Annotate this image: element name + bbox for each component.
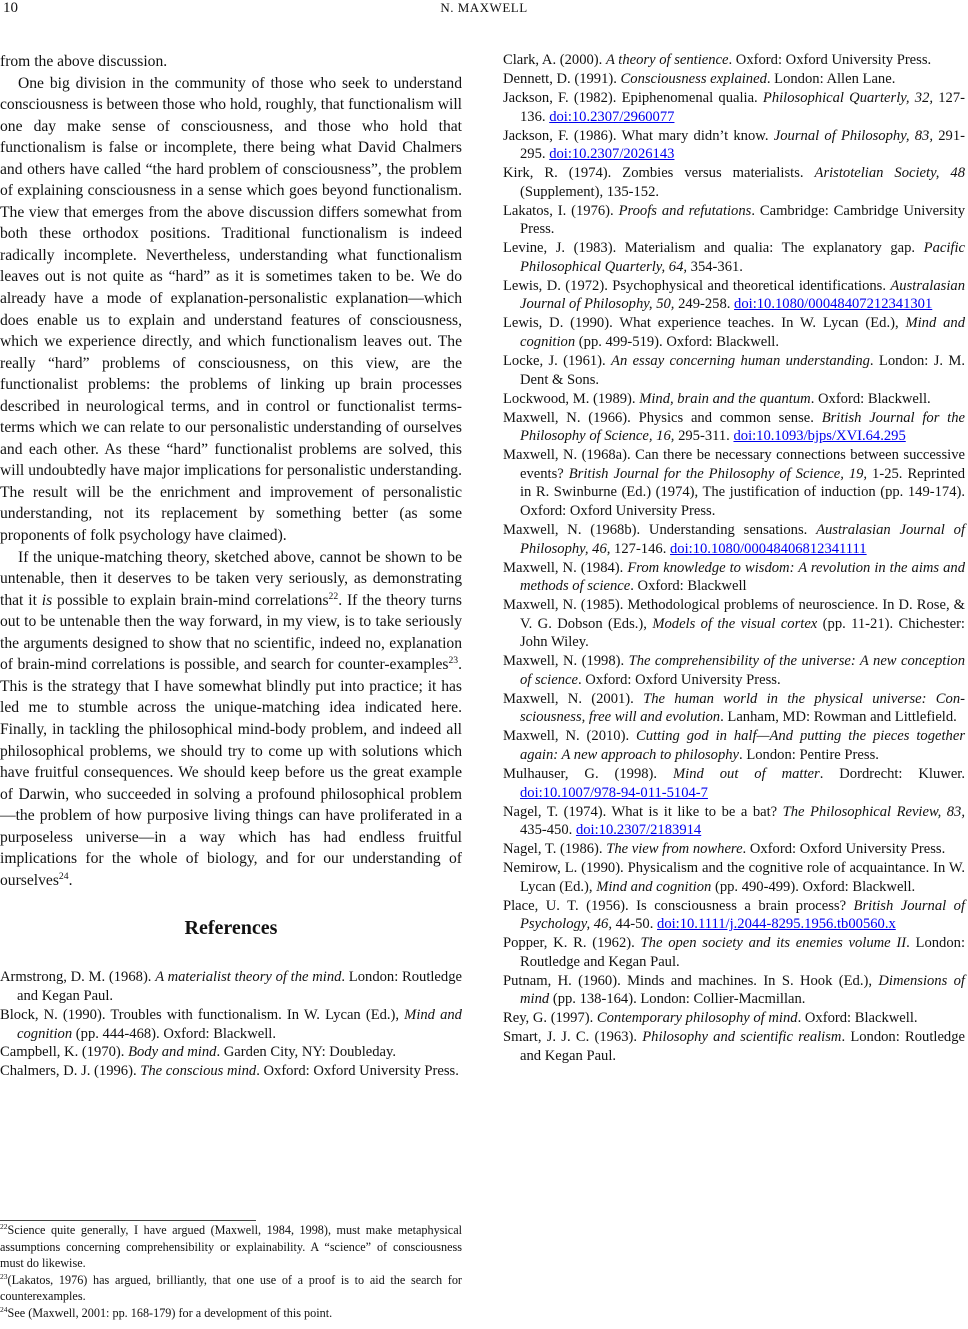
footnotes	[0, 1222, 462, 1322]
doi-link[interactable]: doi:10.2307/2960077	[549, 108, 675, 125]
reference-text: Jackson, F. (1986). What mary didn’t know.	[503, 127, 774, 144]
reference-entry	[503, 352, 965, 389]
reference-entry	[503, 652, 965, 689]
reference-text: Nagel, T. (1974). What is it like to be a bat?	[503, 803, 783, 820]
left-column	[0, 51, 462, 1081]
reference-text: 1-25. Reprinted in R. Swinburne (Ed.) (1974), The justification of induction (pp. 149-174). Oxford: Oxford University Press.	[520, 465, 965, 519]
reference-text: Mulhauser, G. (1998).	[503, 765, 673, 782]
paragraph-3-text-c: . If the theory turns out to be untenable then the way forward, in my view, is to take seriously the arguments designed to show that no scientific, indeed no, explanation of brain-mind correlations is possible, and search for counter-examples	[0, 591, 462, 674]
reference-text: Maxwell, N. (1985). Methodological problems of neuroscience. In D. Rose, & V. G. Dobson (Eds.),	[503, 597, 965, 632]
reference-entry	[503, 972, 965, 1009]
paragraph-3-text-b: possible to explain brain-mind correlations	[52, 591, 329, 609]
reference-text: . Oxford: Blackwell.	[797, 1010, 918, 1027]
reference-entry	[503, 1009, 965, 1028]
reference-text: Maxwell, N. (1998).	[503, 653, 629, 670]
reference-text: 435-450.	[520, 822, 576, 839]
reference-text: Rey, G. (1997).	[503, 1010, 597, 1027]
reference-entry	[0, 1062, 462, 1081]
paragraph-3	[0, 547, 462, 892]
reference-title: Australasian Journal of Philosophy, 46,	[520, 521, 966, 557]
reference-title: Pacific Philosophical Quarterly, 64,	[520, 240, 965, 275]
reference-text: . Oxford: Blackwell	[630, 578, 747, 595]
reference-entry	[503, 446, 965, 520]
footnote-number: 22	[0, 1221, 8, 1231]
reference-text: Jackson, F. (1982). Epiphenomenal qualia.	[503, 89, 763, 106]
footnote-text: Science quite generally, I have argued (Maxwell, 1984, 1998), must make metaphysical assumptions concerning comprehensibility or explainability. A “science” of consciousness must do likewise.	[0, 1223, 462, 1271]
reference-text: . Garden City, NY: Doubleday.	[216, 1044, 397, 1061]
reference-text: . Lanham, MD: Rowman and Littlefield.	[720, 709, 957, 726]
reference-title: Aristotelian Society, 48	[814, 165, 965, 182]
reference-entry	[503, 314, 965, 351]
reference-entry	[503, 277, 965, 314]
reference-title: A theory of sentience	[605, 52, 729, 68]
reference-text: Levine, J. (1983). Materialism and qualia: The explanatory gap.	[503, 240, 924, 257]
reference-text: Place, U. T. (1956). Is consciousness a brain process?	[503, 897, 854, 914]
reference-text: (pp. 11-21). Chichester: John Wiley.	[520, 615, 965, 651]
reference-text: Clark, A. (2000).	[503, 52, 606, 68]
paragraph-2: One big division in the community of those who seek to understand consciousness is between those who hold, roughly, that functionalism will one day make sense of consciousness, and those who hold that functionalism is false or incomplete, there being what David Chalmers and others have called “the hard problem of consciousness”, the problem of explaining consciousness in a sense which goes beyond functionalism. The view that emerges from the above discussion differs somewhat from both these orthodox positions. Traditional functionalism is indeed radically incomplete. Nevertheless, understanding what functionalism leaves out is not quite as “hard” as it is sometimes taken to be. We do already have a mode of explanation-personalistic explanation—which does enable us to explain and understand features of consciousness, which we experience directly, and which functionalism leaves out. The really “hard” problems of consciousness, on this view, are the functionalist problems: the problems of linking up brain processes described in neurological terms, and in control or functionalist terms-terms which we can relate to our personalistic understanding of ourselves and each other. As these “hard” functionalist problems are solved, this will undoubtedly have major implications for personalistic understanding. The result will be the enrichment and improvement of personalistic understanding, not its replacement by something better (as some proponents of folk psychology have claimed).	[0, 74, 462, 545]
reference-title: From knowledge to wisdom: A revolution in the aims and methods of science	[520, 559, 965, 595]
doi-link[interactable]: doi:10.1080/00048407212341301	[734, 296, 933, 313]
reference-text: Nemirow, L. (1990). Physicalism and the cognitive role of acquaintance. In W. Lycan (Ed.),	[503, 860, 965, 895]
footnote-number: 23	[0, 1271, 8, 1281]
reference-text: Lockwood, M. (1989).	[503, 390, 640, 407]
references-heading: References	[184, 917, 278, 940]
reference-title: The open society and its enemies volume II	[640, 935, 907, 952]
reference-text: Maxwell, N. (2001).	[503, 690, 644, 707]
footnote-22	[0, 1222, 462, 1272]
reference-entry	[503, 690, 965, 727]
reference-text: (pp. 499-519). Oxford: Blackwell.	[575, 334, 780, 351]
reference-text: Chalmers, D. J. (1996).	[0, 1063, 141, 1080]
reference-text: 44-50.	[612, 916, 658, 933]
reference-text: Locke, J. (1961).	[503, 353, 612, 370]
footnote-ref-22[interactable]: 22	[328, 590, 339, 602]
reference-title: Australasian Journal of Philosophy, 50,	[520, 277, 965, 313]
reference-title: Journal of Philosophy, 83,	[773, 127, 933, 144]
reference-title: The comprehensibility of the universe: A new conception of science	[520, 653, 965, 688]
reference-text: Armstrong, D. M. (1968).	[0, 969, 156, 986]
reference-text: . Cambridge: Cambridge University Press.	[520, 202, 965, 238]
reference-title: The conscious mind	[140, 1063, 257, 1080]
reference-entry	[503, 1028, 965, 1065]
reference-text: . Dordrecht: Kluwer.	[819, 765, 966, 782]
footnote-23	[0, 1272, 462, 1305]
doi-link[interactable]: doi:10.1080/00048406812341111	[670, 540, 867, 557]
references-list-left	[0, 968, 462, 1081]
reference-text: Block, N. (1990). Troubles with functionalism. In W. Lycan (Ed.),	[0, 1006, 405, 1023]
reference-text: Maxwell, N. (2010).	[503, 728, 637, 745]
reference-entry	[503, 70, 965, 89]
reference-text: Maxwell, N. (1968b). Understanding sensations.	[503, 521, 817, 538]
reference-text: . London: Allen Lane.	[766, 70, 896, 87]
running-head: N. MAXWELL	[440, 0, 528, 15]
paragraph-3-emphasis: is	[41, 591, 53, 609]
reference-title: British Journal for the Philosophy of Science, 19,	[568, 465, 868, 482]
reference-entry	[503, 390, 965, 409]
reference-text: 291-295.	[520, 127, 965, 163]
reference-entry	[503, 521, 965, 558]
reference-text: 354-361.	[687, 258, 743, 275]
reference-entry	[503, 409, 965, 446]
reference-title: Mind and cognition	[17, 1006, 462, 1042]
right-column	[503, 51, 965, 1066]
reference-entry	[503, 596, 965, 652]
reference-title: Models of the visual cortex	[652, 615, 818, 632]
reference-title: Philosophical Quarterly, 32,	[762, 89, 934, 106]
reference-title: Contemporary philosophy of mind	[596, 1010, 798, 1027]
reference-title: Body and mind	[128, 1044, 217, 1061]
reference-entry	[503, 127, 965, 164]
paragraph-3-text-e: .	[68, 871, 73, 889]
reference-title: British Journal of Psychology, 46,	[520, 897, 966, 933]
reference-text: 127-136.	[520, 89, 965, 125]
doi-link[interactable]: doi:10.1093/bjps/XVI.64.295	[733, 428, 906, 445]
reference-text: 127-146.	[610, 540, 670, 557]
reference-text: Nagel, T. (1986).	[503, 841, 607, 858]
reference-entry	[503, 559, 965, 596]
reference-title: British Journal for the Philosophy of Science, 16,	[520, 409, 965, 445]
footnote-24	[0, 1305, 462, 1322]
footnote-ref-23[interactable]: 23	[448, 655, 459, 667]
reference-text: 249-258.	[674, 296, 735, 313]
reference-title: Philosophy and scientific realism	[642, 1029, 842, 1046]
reference-text: . Oxford: Oxford University Press.	[728, 52, 932, 68]
doi-link[interactable]: doi:10.2307/2026143	[549, 146, 675, 163]
reference-title: An essay concerning human understanding	[611, 353, 870, 370]
reference-entry	[503, 934, 965, 971]
doi-link[interactable]: doi:10.1007/978-94-011-5104-7	[520, 784, 708, 801]
reference-text: Dennett, D. (1991).	[503, 70, 621, 87]
reference-text: (pp. 138-164). London: Collier-Macmillan.	[549, 991, 806, 1008]
doi-link[interactable]: doi:10.2307/2183914	[575, 822, 702, 839]
reference-title: Mind and cognition	[596, 878, 712, 895]
reference-entry	[503, 840, 965, 859]
reference-title: The Philosophical Review, 83,	[782, 803, 965, 820]
reference-text: Putnam, H. (1960). Minds and machines. In S. Hook (Ed.),	[503, 972, 879, 989]
paragraph-3-text-a: If the unique-matching theory, sketched above, cannot be shown to be untenable, then it deserves to be taken very seriously, as demonstrating that it	[0, 548, 462, 609]
reference-text: Popper, K. R. (1962).	[503, 935, 641, 952]
reference-entry	[503, 897, 965, 934]
reference-title: Consciousness explained	[620, 70, 767, 87]
reference-entry	[0, 1043, 462, 1062]
reference-text: . London: J. M. Dent & Sons.	[520, 353, 965, 388]
reference-text: Lakatos, I. (1976).	[503, 202, 619, 219]
reference-title: Mind and cognition	[520, 315, 965, 351]
reference-entry	[503, 164, 965, 201]
reference-entry	[503, 859, 965, 896]
reference-text: . London: Routledge and Kegan Paul.	[520, 935, 965, 970]
reference-entry	[503, 51, 965, 70]
reference-title: The human world in the physical universe: Consciousness, free will and evolution	[520, 690, 965, 726]
reference-entry	[503, 239, 965, 276]
reference-title: Dimensions of mind	[520, 972, 965, 1008]
body-text	[0, 51, 462, 891]
doi-link[interactable]: doi:10.1111/j.2044-8295.1956.tb00560.x	[657, 916, 896, 933]
reference-entry	[503, 727, 965, 764]
reference-title: Cutting god in half—And putting the pieces together again: A new approach to philosophy	[520, 728, 965, 763]
reference-title: Proofs and refutations	[618, 202, 752, 219]
reference-text: . Oxford: Oxford University Press.	[577, 671, 781, 688]
reference-entry	[503, 765, 965, 802]
footnote-text: See (Maxwell, 2001: pp. 168-179) for a development of this point.	[7, 1305, 333, 1320]
reference-text: Kirk, R. (1974). Zombies versus materialists.	[503, 165, 815, 182]
reference-text: . London: Pentire Press.	[739, 747, 879, 763]
reference-text: . Oxford: Oxford University Press.	[256, 1063, 459, 1080]
reference-text: (pp. 490-499). Oxford: Blackwell.	[711, 878, 916, 895]
reference-entry	[503, 89, 965, 126]
reference-text: Maxwell, N. (1966). Physics and common sense.	[503, 409, 822, 426]
reference-title: A materialist theory of the mind	[155, 969, 342, 986]
reference-text: Campbell, K. (1970).	[0, 1044, 129, 1061]
reference-text: . London: Routledge and Kegan Paul.	[520, 1029, 966, 1065]
reference-text: (Supplement), 135-152.	[520, 183, 660, 200]
reference-title: The view from nowhere	[606, 841, 743, 858]
paragraph-1: from the above discussion.	[0, 53, 168, 70]
reference-entry	[503, 202, 965, 239]
references-list-right	[503, 51, 965, 1066]
reference-text: 295-311.	[674, 428, 734, 445]
reference-entry	[0, 968, 462, 1005]
reference-text: Smart, J. J. C. (1963).	[503, 1029, 643, 1046]
footnote-number: 24	[0, 1304, 8, 1314]
footnote-ref-24[interactable]: 24	[58, 870, 69, 882]
reference-title: Mind, brain and the quantum	[639, 390, 811, 407]
reference-text: . Oxford: Blackwell.	[810, 390, 931, 407]
reference-entry	[503, 803, 965, 840]
reference-text: Lewis, D. (1990). What experience teaches. In W. Lycan (Ed.),	[503, 315, 906, 332]
reference-text: (pp. 444-468). Oxford: Blackwell.	[72, 1025, 277, 1042]
page-number: 10	[3, 0, 18, 16]
reference-title: Mind out of matter	[673, 765, 820, 782]
reference-text: . Oxford: Oxford University Press.	[742, 841, 946, 858]
reference-text: . London: Routledge and Kegan Paul.	[17, 969, 462, 1004]
reference-text: Maxwell, N. (1984).	[503, 559, 628, 576]
footnote-text: (Lakatos, 1976) has argued, brilliantly, that one use of a proof is to aid the search for counterexamples.	[0, 1272, 462, 1304]
reference-text: Maxwell, N. (1968a). Can there be necessary connections between successive events?	[503, 447, 965, 482]
paragraph-3-text-d: . This is the strategy that I have somewhat blindly put into practice; it has led me to stumble across the unique-matching idea indicated here. Finally, in tackling the philosophical mind-body problem, and indeed all philosophical problems, we should try to come up with solutions which have fruitful consequences. We should keep before us the great example of Darwin, who succeeded in solving a profound philosophical problem—the problem of how purposive living things can have proliferated in a purposeless universe—in a way which has had endless fruitful implications for the whole of biology, and for our understanding of ourselves	[0, 656, 462, 889]
footnote-divider	[0, 1220, 256, 1221]
reference-entry	[0, 1006, 462, 1043]
reference-text: Lewis, D. (1972). Psychophysical and theoretical identifications.	[503, 277, 891, 294]
